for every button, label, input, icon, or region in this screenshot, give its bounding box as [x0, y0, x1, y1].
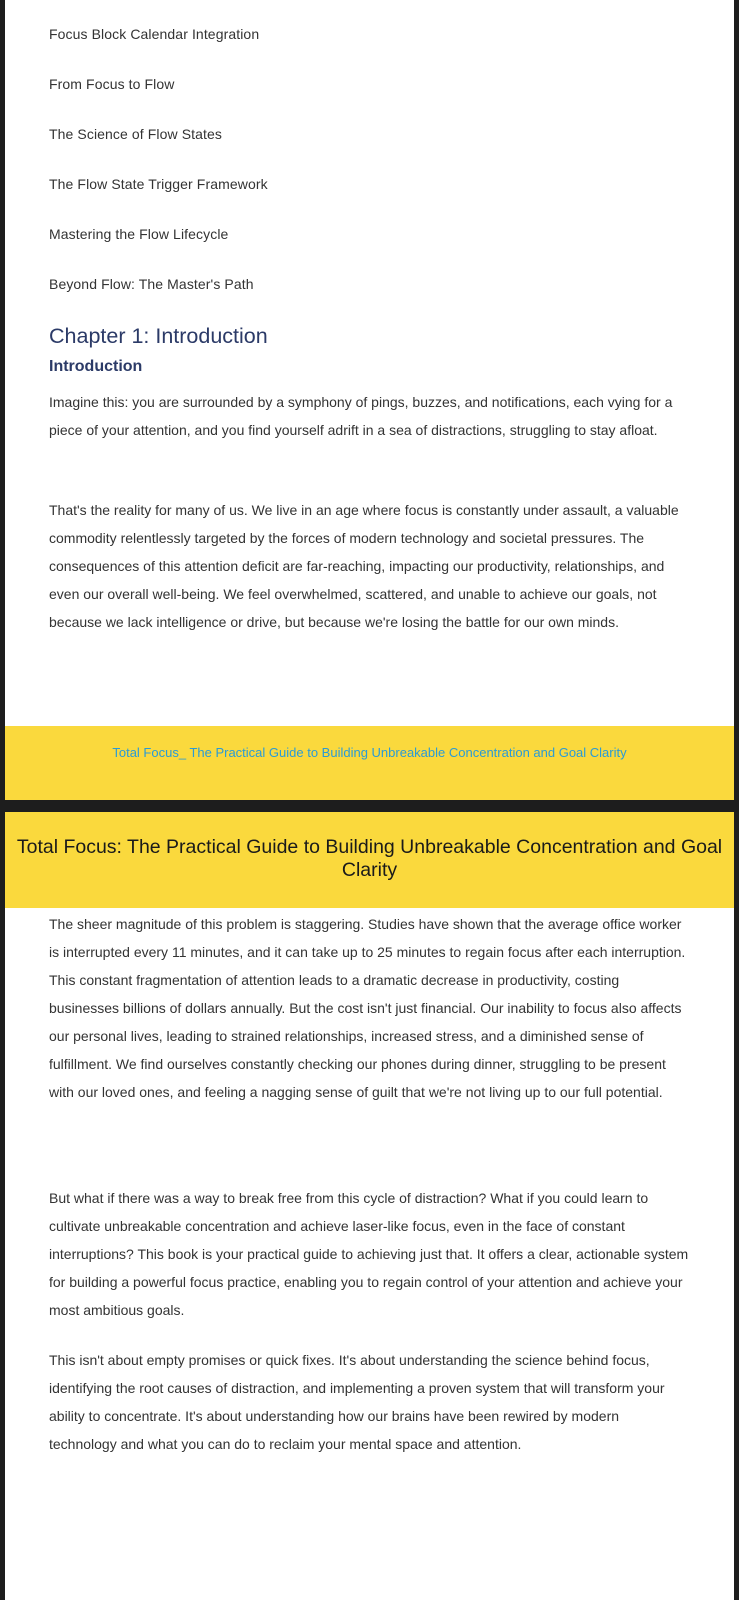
section-heading: Introduction: [49, 358, 143, 375]
page-1: [5, 0, 734, 800]
book-title-header: Total Focus: The Practical Guide to Building Unbreakable Concentration and Goal Clarity: [16, 836, 723, 881]
footer-title-link[interactable]: Total Focus_ The Practical Guide to Building Unbreakable Concentration and Goal Clarity: [112, 745, 627, 760]
page-footer-band: [5, 726, 734, 800]
paragraph: This isn't about empty promises or quick fixes. It's about understanding the science behind focus, identifying the root causes of distraction, and implementing a proven system that will transform your ability to concentrate. It's about understanding how our brains have been rewired by modern technology and what you can do to reclaim your mental space and attention.: [49, 1352, 665, 1452]
paragraph: The sheer magnitude of this problem is staggering. Studies have shown that the average office worker is interrupted every 11 minutes, and it can take up to 25 minutes to regain focus after each interruption. This constant fragmentation of attention leads to a dramatic decrease in productivity, costing businesses billions of dollars annually. But the cost isn't just financial. Our inability to focus also affects our personal lives, leading to strained relationships, increased stress, and a diminished sense of fulfillment. We find ourselves constantly checking our phones during dinner, struggling to be present with our loved ones, and feeling a nagging sense of guilt that we're not living up to our full potential.: [49, 916, 686, 1100]
toc-item[interactable]: The Science of Flow States: [49, 126, 223, 142]
paragraph: Imagine this: you are surrounded by a symphony of pings, buzzes, and notifications, each vying for a piece of your attention, and you find yourself adrift in a sea of distractions, struggling to stay afloat.: [49, 394, 673, 438]
page-2: [5, 812, 734, 1600]
toc-item[interactable]: Mastering the Flow Lifecycle: [49, 226, 229, 242]
paragraph: That's the reality for many of us. We live in an age where focus is constantly under assault, a valuable commodity relentlessly targeted by the forces of modern technology and societal pressures. The consequences of this attention deficit are far-reaching, impacting our productivity, relationships, and even our overall well-being. We feel overwhelmed, scattered, and unable to achieve our goals, not because we lack intelligence or drive, but because we're losing the battle for our own minds.: [49, 502, 679, 630]
page-header-band: [5, 812, 734, 908]
toc-item[interactable]: Focus Block Calendar Integration: [49, 26, 260, 42]
paragraph: But what if there was a way to break free from this cycle of distraction? What if you could learn to cultivate unbreakable concentration and achieve laser-like focus, even in the face of constant interruptions? This book is your practical guide to achieving just that. It offers a clear, actionable system for building a powerful focus practice, enabling you to regain control of your attention and achieve your most ambitious goals.: [49, 1190, 689, 1318]
toc-item[interactable]: From Focus to Flow: [49, 76, 175, 92]
toc-item[interactable]: Beyond Flow: The Master's Path: [49, 276, 254, 292]
toc-item[interactable]: The Flow State Trigger Framework: [49, 176, 268, 192]
chapter-title: Chapter 1: Introduction: [49, 324, 268, 348]
